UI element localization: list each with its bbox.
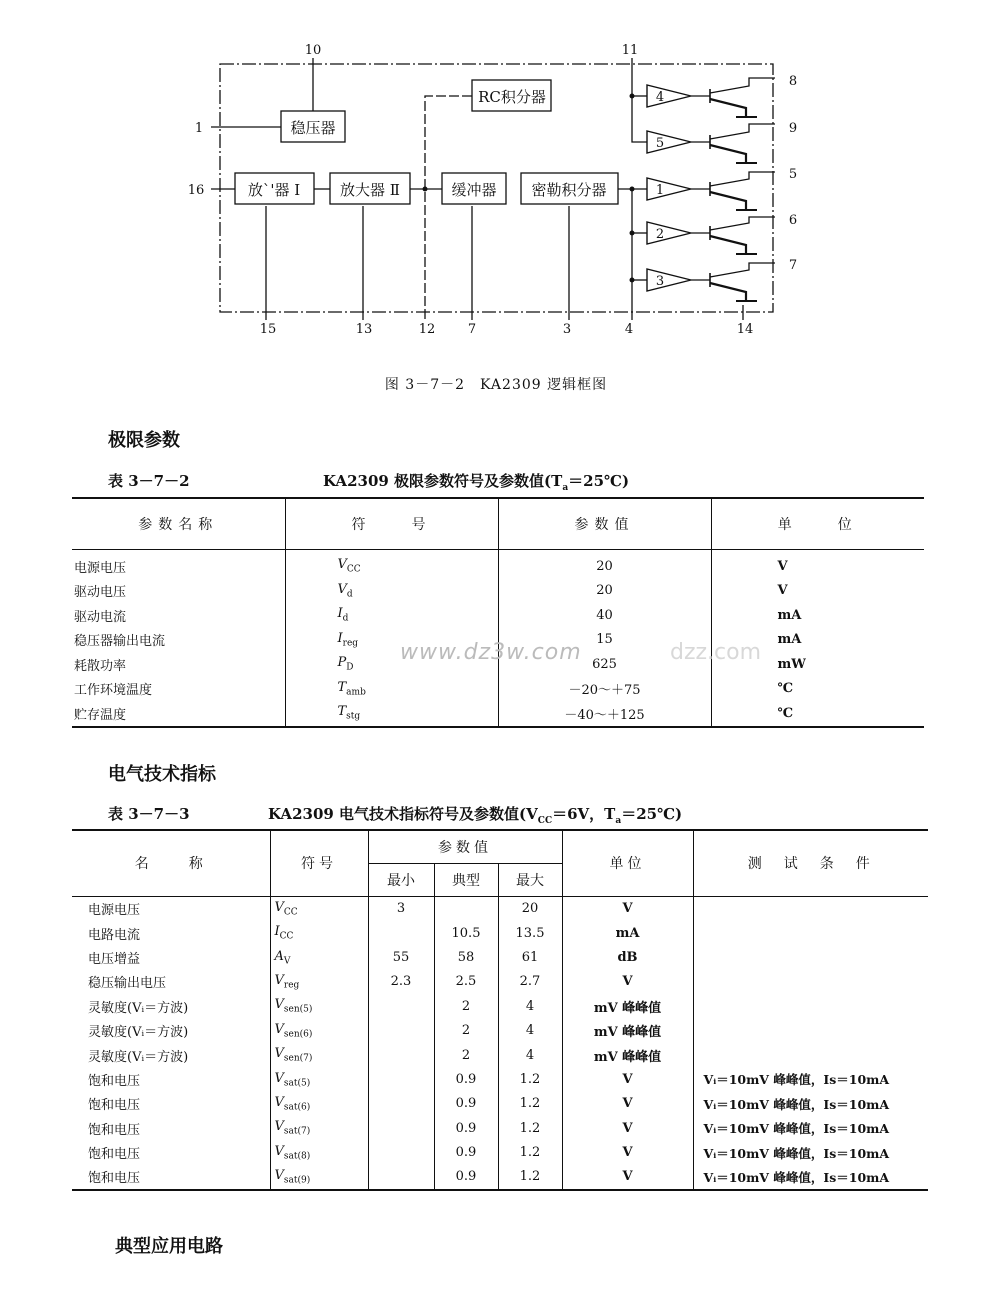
spec-name: 电源电压	[88, 903, 141, 919]
param-unit: ℃	[711, 677, 924, 702]
pin-label: 3	[562, 322, 572, 337]
regulator-label: 稳压器	[290, 119, 336, 137]
watermark: dzz.com	[670, 640, 762, 665]
table-row	[72, 970, 928, 994]
pin-label: 16	[187, 183, 205, 198]
spec-min	[368, 1116, 434, 1140]
pin-label: 7	[788, 258, 798, 273]
spec-typ: 0.9	[434, 1140, 498, 1164]
param-unit: mW	[711, 652, 924, 677]
driver-number: 3	[655, 274, 665, 289]
spec-condition	[693, 994, 928, 1018]
spec-condition: Vᵢ＝10mV 峰峰值，Is＝10mA	[693, 1116, 928, 1140]
spec-unit: V	[562, 896, 693, 921]
pin-label: 13	[355, 322, 373, 337]
param-unit: ℃	[711, 701, 924, 727]
table-row	[72, 945, 928, 969]
col-header: 最小	[368, 863, 434, 896]
param-symbol: $V_d$	[285, 579, 498, 604]
driver-stage	[647, 217, 775, 254]
spec-typ: 2	[434, 994, 498, 1018]
spec-min: 3	[368, 896, 434, 921]
spec-symbol: $V_{sen(7)}$	[270, 1043, 368, 1067]
pin-label: 15	[259, 322, 277, 337]
driver-stage	[647, 124, 775, 163]
param-unit: mA	[711, 628, 924, 653]
pin-label: 8	[788, 74, 798, 89]
spec-name: 灵敏度(Vᵢ＝方波)	[88, 1000, 189, 1016]
amplifier-2-label: 放大器 Ⅱ	[340, 181, 400, 199]
spec-min: 55	[368, 945, 434, 969]
spec-max: 1.2	[498, 1116, 562, 1140]
spec-max: 61	[498, 945, 562, 969]
pin-label: 1	[194, 121, 204, 136]
param-value: －20～＋75	[498, 677, 711, 702]
pin-label: 10	[304, 43, 322, 58]
spec-max: 1.2	[498, 1140, 562, 1164]
table-row	[72, 921, 928, 945]
spec-symbol: $V_{sat(9)}$	[270, 1165, 368, 1190]
param-symbol: $P_D$	[285, 652, 498, 677]
driver-number: 4	[655, 90, 665, 105]
spec-typ: 58	[434, 945, 498, 969]
spec-max: 4	[498, 1043, 562, 1067]
pin-label: 5	[788, 167, 798, 182]
spec-unit: mV 峰峰值	[562, 994, 693, 1018]
table-number: 表 3－7－3	[108, 805, 190, 823]
table-row	[72, 1043, 928, 1067]
param-value: 20	[498, 550, 711, 579]
spec-condition: Vᵢ＝10mV 峰峰值，Is＝10mA	[693, 1165, 928, 1190]
table-title: KA2309 极限参数符号及参数值$(T_a=25℃)$	[323, 472, 630, 493]
param-name: 稳压器输出电流	[74, 634, 166, 650]
param-symbol: $I_d$	[285, 603, 498, 628]
table-row	[72, 896, 928, 921]
param-name: 驱动电流	[74, 609, 127, 625]
spec-typ: 0.9	[434, 1067, 498, 1091]
spec-unit: dB	[562, 945, 693, 969]
table-row	[72, 579, 924, 604]
spec-symbol: $I_{CC}$	[270, 921, 368, 945]
table-row	[72, 603, 924, 628]
rc-integrator-label: RC积分器	[478, 88, 546, 106]
col-header: 符 号	[285, 498, 498, 550]
param-symbol: $V_{CC}$	[285, 550, 498, 579]
spec-unit: V	[562, 1067, 693, 1091]
col-header: 最大	[498, 863, 562, 896]
logic-block-diagram	[0, 0, 992, 360]
col-header: 单位	[562, 830, 693, 896]
param-unit: mA	[711, 603, 924, 628]
param-value: 625	[498, 652, 711, 677]
col-header: 名 称	[72, 830, 270, 896]
spec-name: 稳压输出电压	[88, 976, 167, 992]
driver-stage	[647, 263, 775, 301]
spec-typ	[434, 896, 498, 921]
spec-min	[368, 1165, 434, 1190]
col-header: 参数值	[368, 830, 562, 863]
buffer-triangle-icon	[647, 269, 691, 291]
section-title: 极限参数	[108, 430, 180, 451]
spec-name: 灵敏度(Vᵢ＝方波)	[88, 1025, 189, 1041]
table-row	[72, 1140, 928, 1164]
buffer-triangle-icon	[647, 222, 691, 244]
spec-min	[368, 994, 434, 1018]
driver-stage	[647, 172, 775, 210]
table-title: KA2309 电气技术指标符号及参数值($V_{CC}=6V$，$T_a=25℃$)	[268, 805, 683, 826]
spec-condition	[693, 921, 928, 945]
spec-typ: 0.9	[434, 1116, 498, 1140]
col-header: 参数值	[498, 498, 711, 550]
spec-max: 1.2	[498, 1067, 562, 1091]
table-row	[72, 1116, 928, 1140]
table-row	[72, 994, 928, 1018]
section-title: 典型应用电路	[115, 1236, 223, 1257]
spec-typ: 2.5	[434, 970, 498, 994]
col-header: 典型	[434, 863, 498, 896]
buffer-triangle-icon	[647, 85, 691, 107]
spec-name: 电压增益	[88, 951, 141, 967]
spec-symbol: $V_{reg}$	[270, 970, 368, 994]
driver-number: 5	[655, 136, 665, 151]
table-row	[72, 1165, 928, 1190]
spec-unit: V	[562, 1140, 693, 1164]
table-row	[72, 701, 924, 727]
driver-stage	[647, 78, 775, 117]
param-unit: V	[711, 550, 924, 579]
spec-unit: V	[562, 1092, 693, 1116]
spec-unit: V	[562, 1116, 693, 1140]
spec-name: 饱和电压	[88, 1147, 141, 1163]
param-name: 电源电压	[74, 560, 127, 576]
param-value: 40	[498, 603, 711, 628]
spec-symbol: $V_{CC}$	[270, 896, 368, 921]
spec-symbol: $V_{sat(8)}$	[270, 1140, 368, 1164]
pin-label: 4	[624, 322, 634, 337]
spec-name: 饱和电压	[88, 1073, 141, 1089]
watermark: www.dz3w.com	[400, 640, 582, 665]
buffer-triangle-icon	[647, 178, 691, 200]
spec-symbol: $V_{sen(6)}$	[270, 1018, 368, 1042]
param-value: 15	[498, 628, 711, 653]
spec-unit: V	[562, 970, 693, 994]
spec-max: 20	[498, 896, 562, 921]
param-symbol: $T_{amb}$	[285, 677, 498, 702]
spec-symbol: $V_{sat(6)}$	[270, 1092, 368, 1116]
spec-min	[368, 921, 434, 945]
param-name: 驱动电压	[74, 585, 127, 601]
buffer-label: 缓冲器	[451, 181, 497, 199]
param-name: 工作环境温度	[74, 683, 153, 699]
miller-integrator-label: 密勒积分器	[531, 181, 607, 199]
spec-condition	[693, 1018, 928, 1042]
spec-unit: mA	[562, 921, 693, 945]
spec-condition: Vᵢ＝10mV 峰峰值，Is＝10mA	[693, 1140, 928, 1164]
electrical-specs-table	[72, 829, 928, 1191]
spec-unit: mV 峰峰值	[562, 1018, 693, 1042]
pin-label: 14	[736, 322, 754, 337]
spec-min	[368, 1018, 434, 1042]
spec-condition	[693, 896, 928, 921]
param-unit: V	[711, 579, 924, 604]
col-header: 参数名称	[72, 498, 285, 550]
spec-condition: Vᵢ＝10mV 峰峰值，Is＝10mA	[693, 1067, 928, 1091]
spec-symbol: $V_{sen(5)}$	[270, 994, 368, 1018]
param-name: 耗散功率	[74, 658, 127, 674]
amplifier-1-label: 放`'器 I	[247, 181, 301, 199]
spec-typ: 0.9	[434, 1092, 498, 1116]
table-row	[72, 1018, 928, 1042]
driver-number: 2	[655, 227, 665, 242]
spec-max: 4	[498, 1018, 562, 1042]
spec-name: 饱和电压	[88, 1098, 141, 1114]
limit-parameters-table	[72, 497, 924, 728]
pin-label: 7	[467, 322, 477, 337]
spec-condition	[693, 945, 928, 969]
spec-name: 饱和电压	[88, 1122, 141, 1138]
spec-name: 灵敏度(Vᵢ＝方波)	[88, 1049, 189, 1065]
pin-label: 9	[788, 121, 798, 136]
param-value: －40～＋125	[498, 701, 711, 727]
param-value: 20	[498, 579, 711, 604]
spec-name: 电路电流	[88, 927, 141, 943]
spec-condition: Vᵢ＝10mV 峰峰值，Is＝10mA	[693, 1092, 928, 1116]
spec-max: 13.5	[498, 921, 562, 945]
param-symbol: $T_{stg}$	[285, 701, 498, 727]
spec-max: 2.7	[498, 970, 562, 994]
spec-condition	[693, 970, 928, 994]
section-title: 电气技术指标	[108, 764, 216, 785]
spec-max: 1.2	[498, 1165, 562, 1190]
driver-number: 1	[655, 183, 665, 198]
spec-name: 饱和电压	[88, 1171, 141, 1187]
table-row	[72, 677, 924, 702]
table-row	[72, 550, 924, 579]
spec-typ: 2	[434, 1043, 498, 1067]
buffer-triangle-icon	[647, 131, 691, 153]
figure-caption: 图 3－7－2 KA2309 逻辑框图	[384, 377, 608, 393]
spec-typ: 10.5	[434, 921, 498, 945]
table-number: 表 3－7－2	[108, 472, 190, 490]
spec-typ: 2	[434, 1018, 498, 1042]
col-header: 符号	[270, 830, 368, 896]
pin-label: 6	[788, 213, 798, 228]
table-row	[72, 1067, 928, 1091]
spec-max: 4	[498, 994, 562, 1018]
spec-min	[368, 1067, 434, 1091]
spec-condition	[693, 1043, 928, 1067]
spec-min	[368, 1140, 434, 1164]
spec-typ: 0.9	[434, 1165, 498, 1190]
spec-symbol: $V_{sat(7)}$	[270, 1116, 368, 1140]
spec-max: 1.2	[498, 1092, 562, 1116]
spec-min	[368, 1043, 434, 1067]
table-row	[72, 1092, 928, 1116]
col-header: 单 位	[711, 498, 924, 550]
spec-unit: V	[562, 1165, 693, 1190]
spec-min: 2.3	[368, 970, 434, 994]
spec-min	[368, 1092, 434, 1116]
pin-label: 12	[418, 322, 436, 337]
param-name: 贮存温度	[74, 707, 127, 723]
param-symbol: $I_{reg}$	[285, 628, 498, 653]
pin-label: 11	[621, 43, 639, 58]
spec-symbol: $V_{sat(5)}$	[270, 1067, 368, 1091]
col-header: 测 试 条 件	[693, 830, 928, 896]
spec-symbol: $A_V$	[270, 945, 368, 969]
spec-unit: mV 峰峰值	[562, 1043, 693, 1067]
